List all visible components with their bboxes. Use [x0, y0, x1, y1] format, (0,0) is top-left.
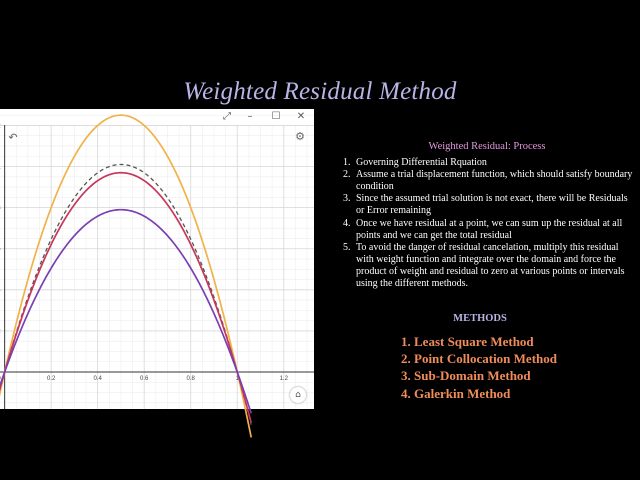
process-step	[339, 218, 635, 242]
step-number: 3.	[343, 193, 351, 205]
function-plot[interactable]	[0, 109, 314, 409]
slide-title: Weighted Residual Method	[183, 78, 457, 105]
process-panel	[339, 141, 635, 290]
y-tick-label	[0, 206, 1, 212]
y-tick-label	[0, 288, 1, 294]
expand-icon[interactable]: ⤢	[223, 111, 231, 122]
minimize-icon[interactable]: –	[247, 111, 253, 122]
step-number: 5.	[343, 241, 351, 253]
method-point-collocation: 2. Point Collocation Method	[401, 351, 557, 367]
methods-heading: METHODS	[453, 313, 507, 324]
maximize-icon[interactable]: ☐	[271, 111, 281, 122]
process-step	[339, 169, 635, 193]
process-step	[339, 193, 635, 217]
step-number: 1.	[343, 157, 351, 169]
x-tick-label: 0.8	[186, 376, 195, 383]
process-step	[339, 157, 635, 169]
methods-list	[401, 333, 557, 402]
method-sub-domain: 3. Sub-Domain Method	[401, 368, 531, 384]
y-tick-label	[0, 329, 1, 335]
series-curve	[0, 210, 251, 414]
method-least-square: 1. Least Square Method	[401, 334, 534, 349]
graph-toolbar	[0, 109, 314, 125]
step-text: Since the assumed trial solution is not exact, there will be Residuals or Error remaining	[356, 193, 628, 217]
step-text: Assume a trial displacement function, which should satisfy boundary condition	[356, 169, 633, 193]
gear-icon[interactable]: ⚙	[295, 130, 305, 143]
close-icon[interactable]: ✕	[296, 111, 306, 122]
home-icon: ⌂	[295, 390, 301, 400]
process-heading: Weighted Residual: Process	[428, 141, 546, 152]
step-number: 2.	[343, 169, 351, 181]
step-text: Once we have residual at a point, we can sum up the residual at all points and we can get the total residual	[356, 217, 623, 241]
process-step	[339, 242, 635, 290]
graph-window[interactable]	[0, 109, 314, 409]
method-galerkin: 4. Galerkin Method	[401, 385, 511, 401]
x-tick-label: 0.4	[93, 376, 102, 383]
y-tick-label	[0, 165, 1, 171]
step-number: 4.	[343, 217, 351, 229]
x-tick-label: 0.2	[46, 376, 56, 383]
home-button[interactable]	[290, 387, 306, 403]
x-tick-label: 0.6	[140, 376, 149, 383]
step-text: Governing Differential Rquation	[356, 157, 487, 169]
undo-icon[interactable]: ↶	[8, 131, 18, 144]
process-steps	[339, 157, 635, 290]
x-tick-label: 1	[235, 376, 239, 383]
x-tick-label: 1.2	[279, 376, 288, 383]
y-tick-label	[0, 247, 1, 253]
step-text: To avoid the danger of residual cancelation, multiply this residual with weight function and integrate over the domain and force the product of weight and residual to zero at various points or intervals using the different methods.	[356, 241, 625, 290]
